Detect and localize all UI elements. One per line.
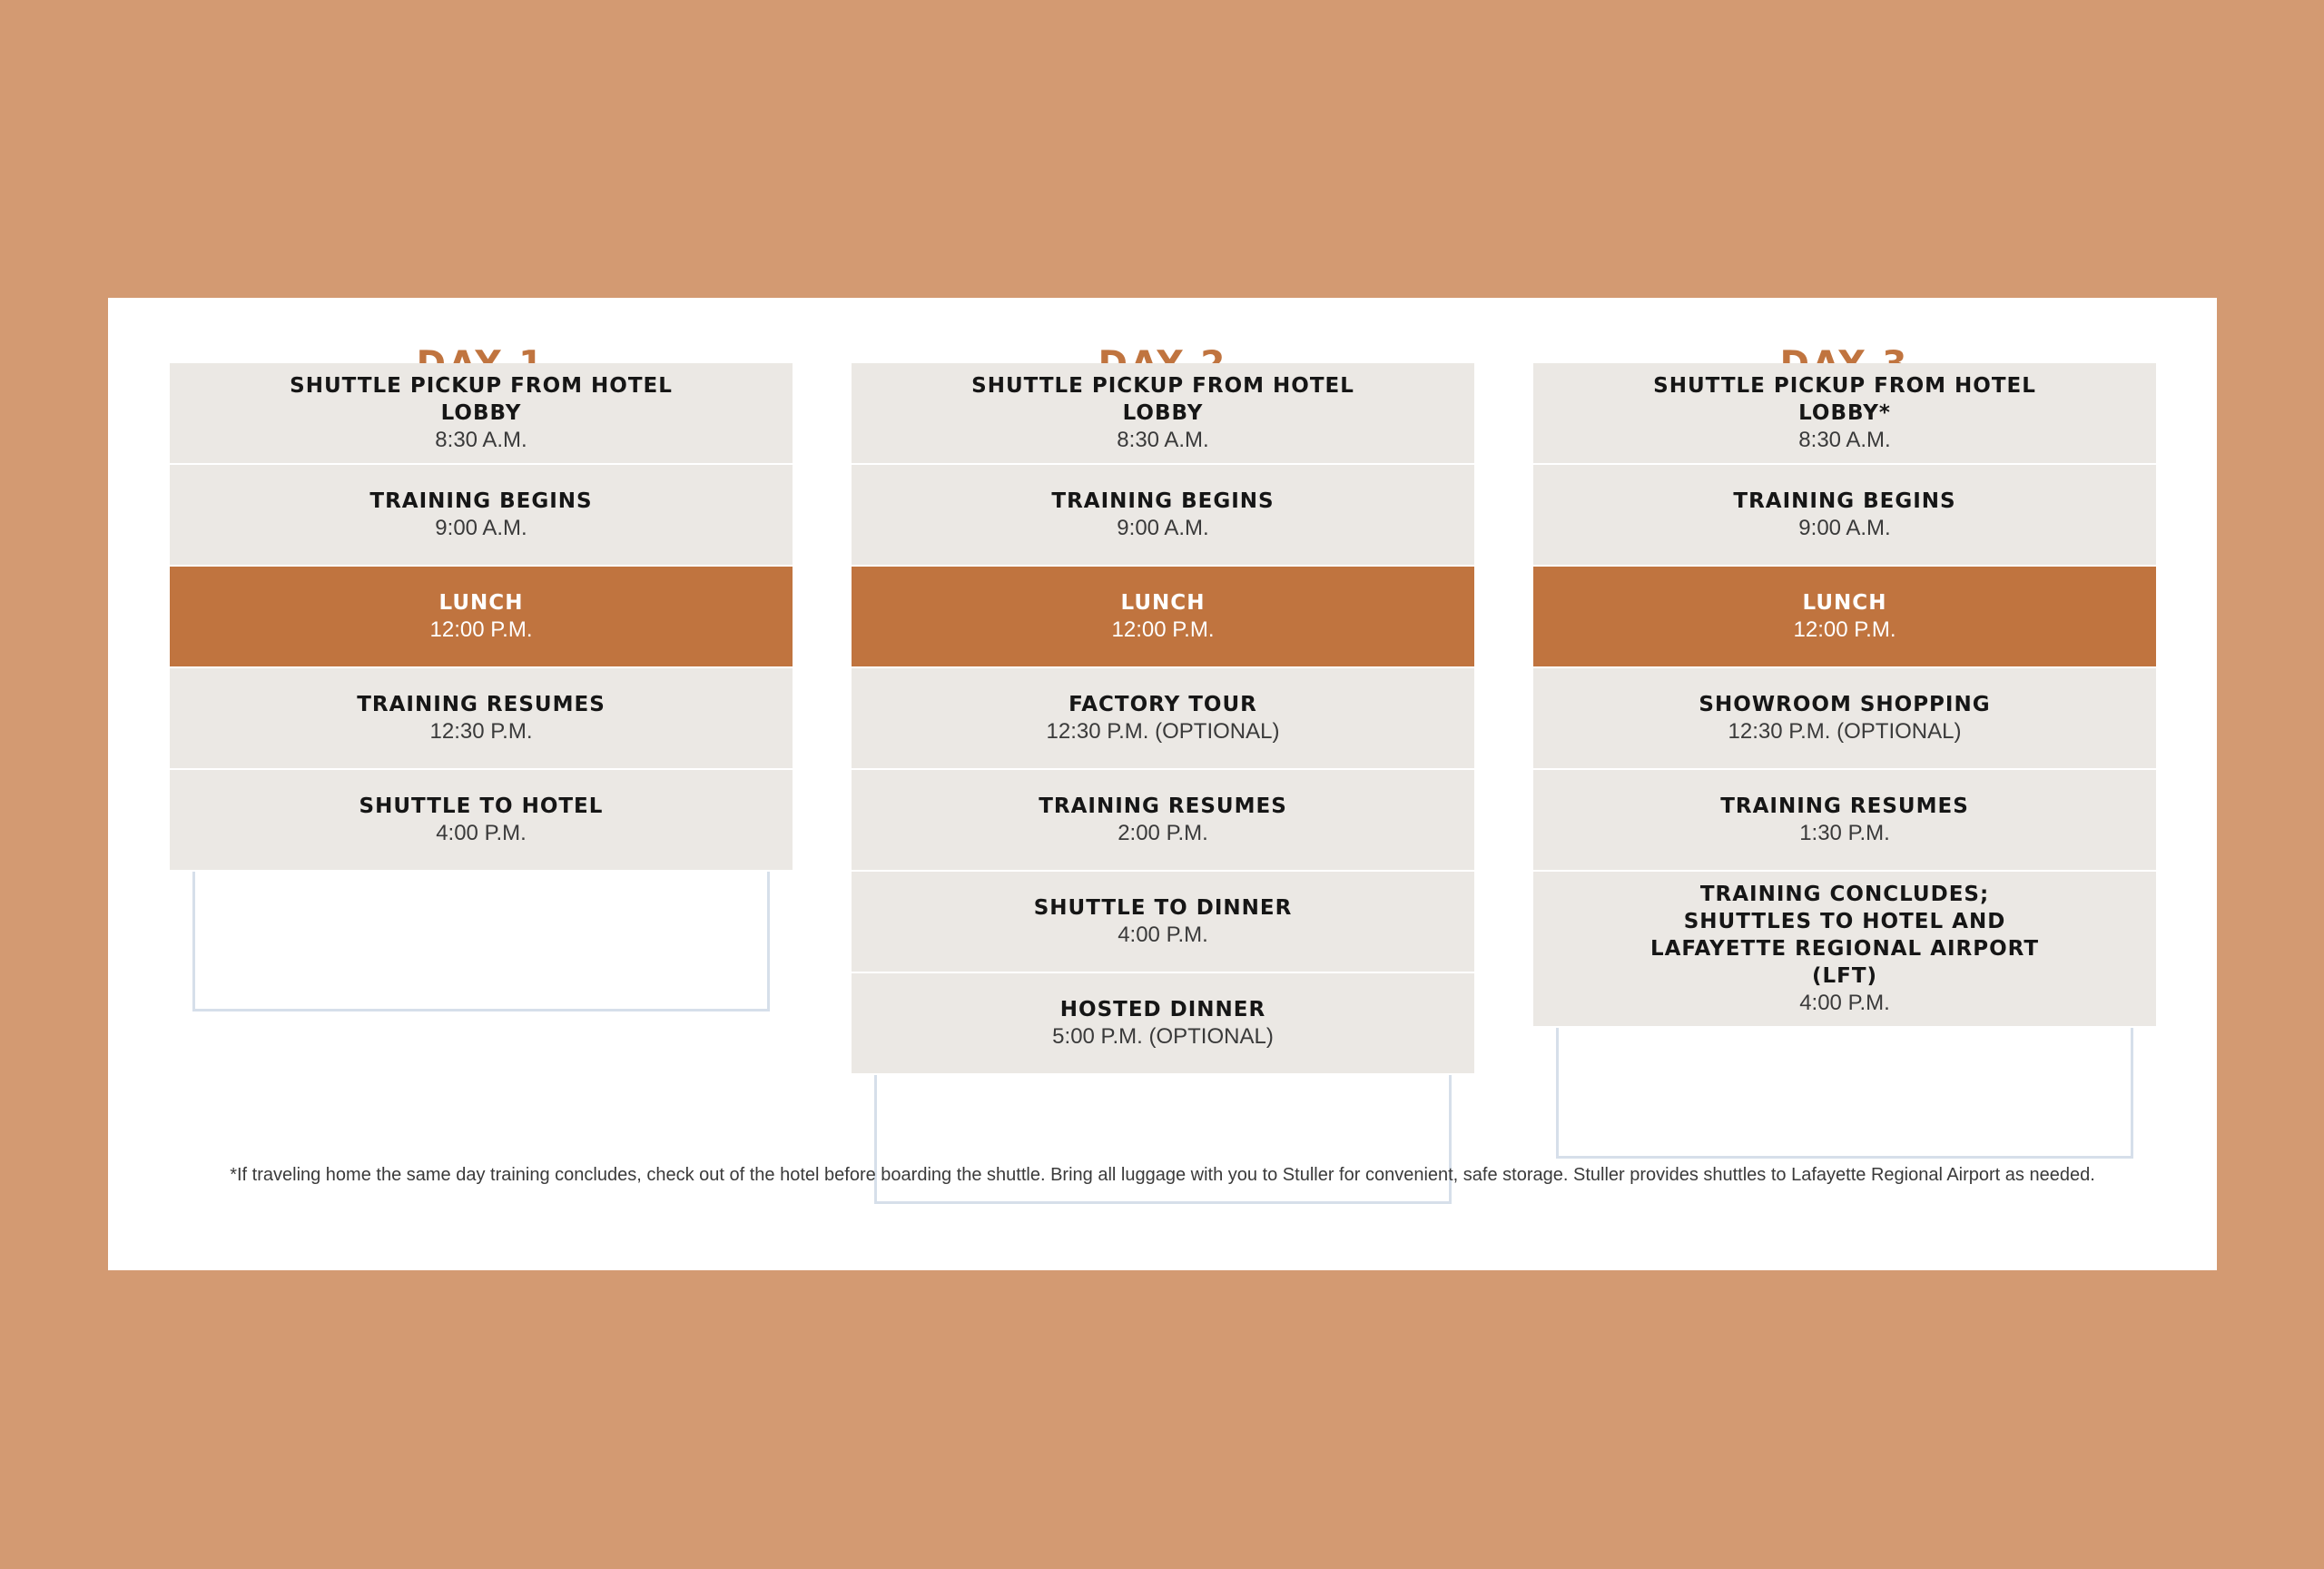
schedule-row-lunch [852,567,1474,668]
schedule-row [170,668,793,770]
event-time: 9:00 A.M. [435,516,527,540]
event-time: 12:00 P.M. [429,617,533,642]
event-time: 9:00 A.M. [1117,516,1209,540]
day-3-column [1533,363,2156,1244]
schedule-row [852,770,1474,872]
schedule-row [170,363,793,465]
event-label: SHUTTLE PICKUP FROM HOTEL LOBBY* [1653,374,2036,425]
schedule-row [852,465,1474,567]
event-time: 4:00 P.M. [436,821,527,845]
event-label: LUNCH [1802,591,1887,615]
schedule-row [852,973,1474,1075]
event-time: 4:00 P.M. [1799,991,1890,1015]
day-schedule [1533,363,2156,1028]
event-time: 8:30 A.M. [1798,428,1891,452]
schedule-row [170,465,793,567]
event-time: 8:30 A.M. [435,428,527,452]
schedule-row [1533,668,2156,770]
event-time: 1:30 P.M. [1799,821,1890,845]
day-schedule [170,363,793,872]
day-schedule [852,363,1474,1075]
event-label: TRAINING BEGINS [1051,489,1275,513]
schedule-row-lunch [170,567,793,668]
day-1-column [170,363,793,1244]
day-2-column [852,363,1474,1244]
event-label: SHOWROOM SHOPPING [1699,693,1991,716]
schedule-card [108,298,2217,1270]
schedule-row [852,872,1474,973]
event-label: TRAINING BEGINS [369,489,593,513]
event-label: SHUTTLE PICKUP FROM HOTEL LOBBY [290,374,673,425]
event-time: 9:00 A.M. [1798,516,1891,540]
event-label: SHUTTLE TO HOTEL [359,794,604,818]
footnote: *If traveling home the same day training concludes, check out of the hotel before boarding the shuttle. Bring all luggage with you to Stuller for convenient, safe storage. Stuller provides shuttles to Lafayette Regional Airport as needed. [230,1165,2095,1185]
schedule-row [852,363,1474,465]
event-time: 8:30 A.M. [1117,428,1209,452]
event-label: TRAINING CONCLUDES; SHUTTLES TO HOTEL AND LAFAYETTE REGIONAL AIRPORT (LFT) [1649,883,2040,988]
event-label: HOSTED DINNER [1059,998,1266,1021]
event-label: SHUTTLE TO DINNER [1033,896,1293,920]
event-label: TRAINING RESUMES [1039,794,1287,818]
schedule-row [852,668,1474,770]
schedule-row [1533,872,2156,1028]
event-label: FACTORY TOUR [1068,693,1257,716]
event-time: 12:00 P.M. [1111,617,1215,642]
schedule-row [1533,770,2156,872]
event-time: 5:00 P.M. (OPTIONAL) [1052,1024,1274,1049]
event-time: 12:00 P.M. [1793,617,1896,642]
event-time: 12:30 P.M. (OPTIONAL) [1046,719,1280,744]
schedule-row-lunch [1533,567,2156,668]
schedule-row [1533,465,2156,567]
event-time: 2:00 P.M. [1118,821,1208,845]
event-label: LUNCH [1120,591,1206,615]
event-time: 12:30 P.M. [429,719,533,744]
event-time: 4:00 P.M. [1118,923,1208,947]
event-label: TRAINING RESUMES [357,693,606,716]
event-label: TRAINING RESUMES [1720,794,1969,818]
event-label: SHUTTLE PICKUP FROM HOTEL LOBBY [971,374,1354,425]
event-time: 12:30 P.M. (OPTIONAL) [1728,719,1962,744]
schedule-row [170,770,793,872]
schedule-row [1533,363,2156,465]
event-label: TRAINING BEGINS [1733,489,1956,513]
event-label: LUNCH [438,591,524,615]
